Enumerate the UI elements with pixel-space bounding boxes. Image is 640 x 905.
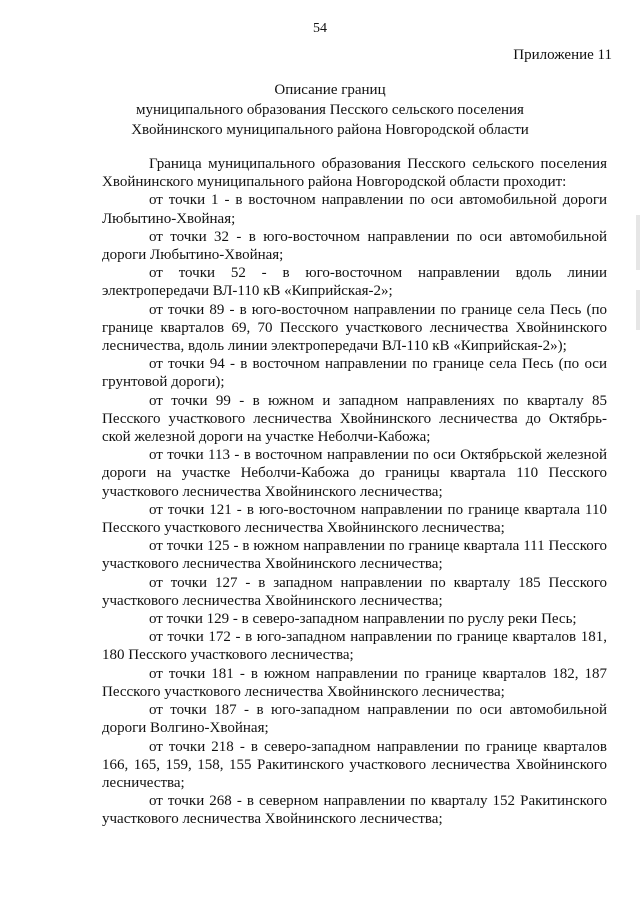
boundary-segment: от точки 94 - в восточном направлении по границе села Песь (по оси грунтовой дороги);	[102, 356, 607, 391]
intro-paragraph: Граница муниципального образования Песского сельского поселения Хвойнинского муниципального района Новгородской области проходит:	[102, 156, 607, 191]
boundary-segment: от точки 187 - в юго-западном направлении по оси автомобильной дороги Волгино-Хвойная;	[102, 702, 607, 737]
boundary-segment: от точки 127 - в западном направлении по кварталу 185 Песского участкового лесничества Хвойнинского лесничества;	[102, 574, 607, 609]
document-title	[60, 80, 600, 140]
body-text	[102, 155, 607, 829]
boundary-segment: от точки 125 - в южном направлении по границе квартала 111 Песского участкового лесничества Хвойнинского лесничества;	[102, 538, 607, 573]
boundary-segment: от точки 172 - в юго-западном направлении по границе кварталов 181, 180 Песского участкового лесничества;	[102, 629, 607, 664]
boundary-segment: от точки 113 - в восточном направлении по оси Октябрьской железной дороги на участке Неболчи-Кабожа до границы квартала 110 Песского участкового лесничества Хвойнинского лесничества;	[102, 447, 607, 500]
boundary-segment: от точки 89 - в юго-восточном направлении по границе села Песь (по границе кварталов 69, 70 Песского участкового лесничества Хвойнинского лесничества, вдоль линии электропередачи ВЛ-110 кВ «Киприйская-2»);	[102, 301, 607, 355]
title-line: Хвойнинского муниципального района Новгородской области	[131, 122, 529, 138]
boundary-segment: от точки 1 - в восточном направлении по оси автомобильной дороги Любытино-Хвойная;	[102, 192, 607, 227]
scan-edge-mark	[636, 290, 640, 330]
boundary-segment: от точки 32 - в юго-восточном направлении по оси автомобильной дороги Любытино-Хвойная;	[102, 228, 607, 264]
scan-edge-mark	[636, 215, 640, 270]
title-line: Описание границ	[274, 82, 386, 98]
boundary-segment: от точки 121 - в юго-восточном направлении по границе квартала 110 Песского участкового лесничества Хвойнинского лесничества;	[102, 501, 607, 537]
appendix-label: Приложение 11	[513, 47, 612, 63]
boundary-segment: от точки 268 - в северном направлении по кварталу 152 Ракитинского участкового лесничества Хвойнинского лесничества;	[102, 793, 607, 828]
title-line: муниципального образования Песского сельского поселения	[136, 102, 524, 118]
boundary-segment: от точки 181 - в южном направлении по границе кварталов 182, 187 Песского участкового лесничества Хвойнинского лесничества;	[102, 665, 607, 700]
boundary-segment: от точки 52 - в юго-восточном направлении вдоль линии электропередачи ВЛ-110 кВ «Киприйская-2»;	[102, 265, 607, 300]
boundary-segment: от точки 129 - в северо-западном направлении по руслу реки Песь;	[149, 611, 577, 628]
boundary-segment: от точки 218 - в северо-западном направлении по границе кварталов 166, 165, 159, 158, 155 Ракитинского участкового лесничества Хвойнинского лесничества;	[102, 738, 607, 791]
boundary-segment: от точки 99 - в южном и западном направлениях по кварталу 85 Песского участкового лесничества Хвойнинского лесничества до Октябрь-ской железной дороги на участке Неболчи-Кабожа;	[102, 392, 607, 446]
page-number: 54	[313, 21, 327, 36]
